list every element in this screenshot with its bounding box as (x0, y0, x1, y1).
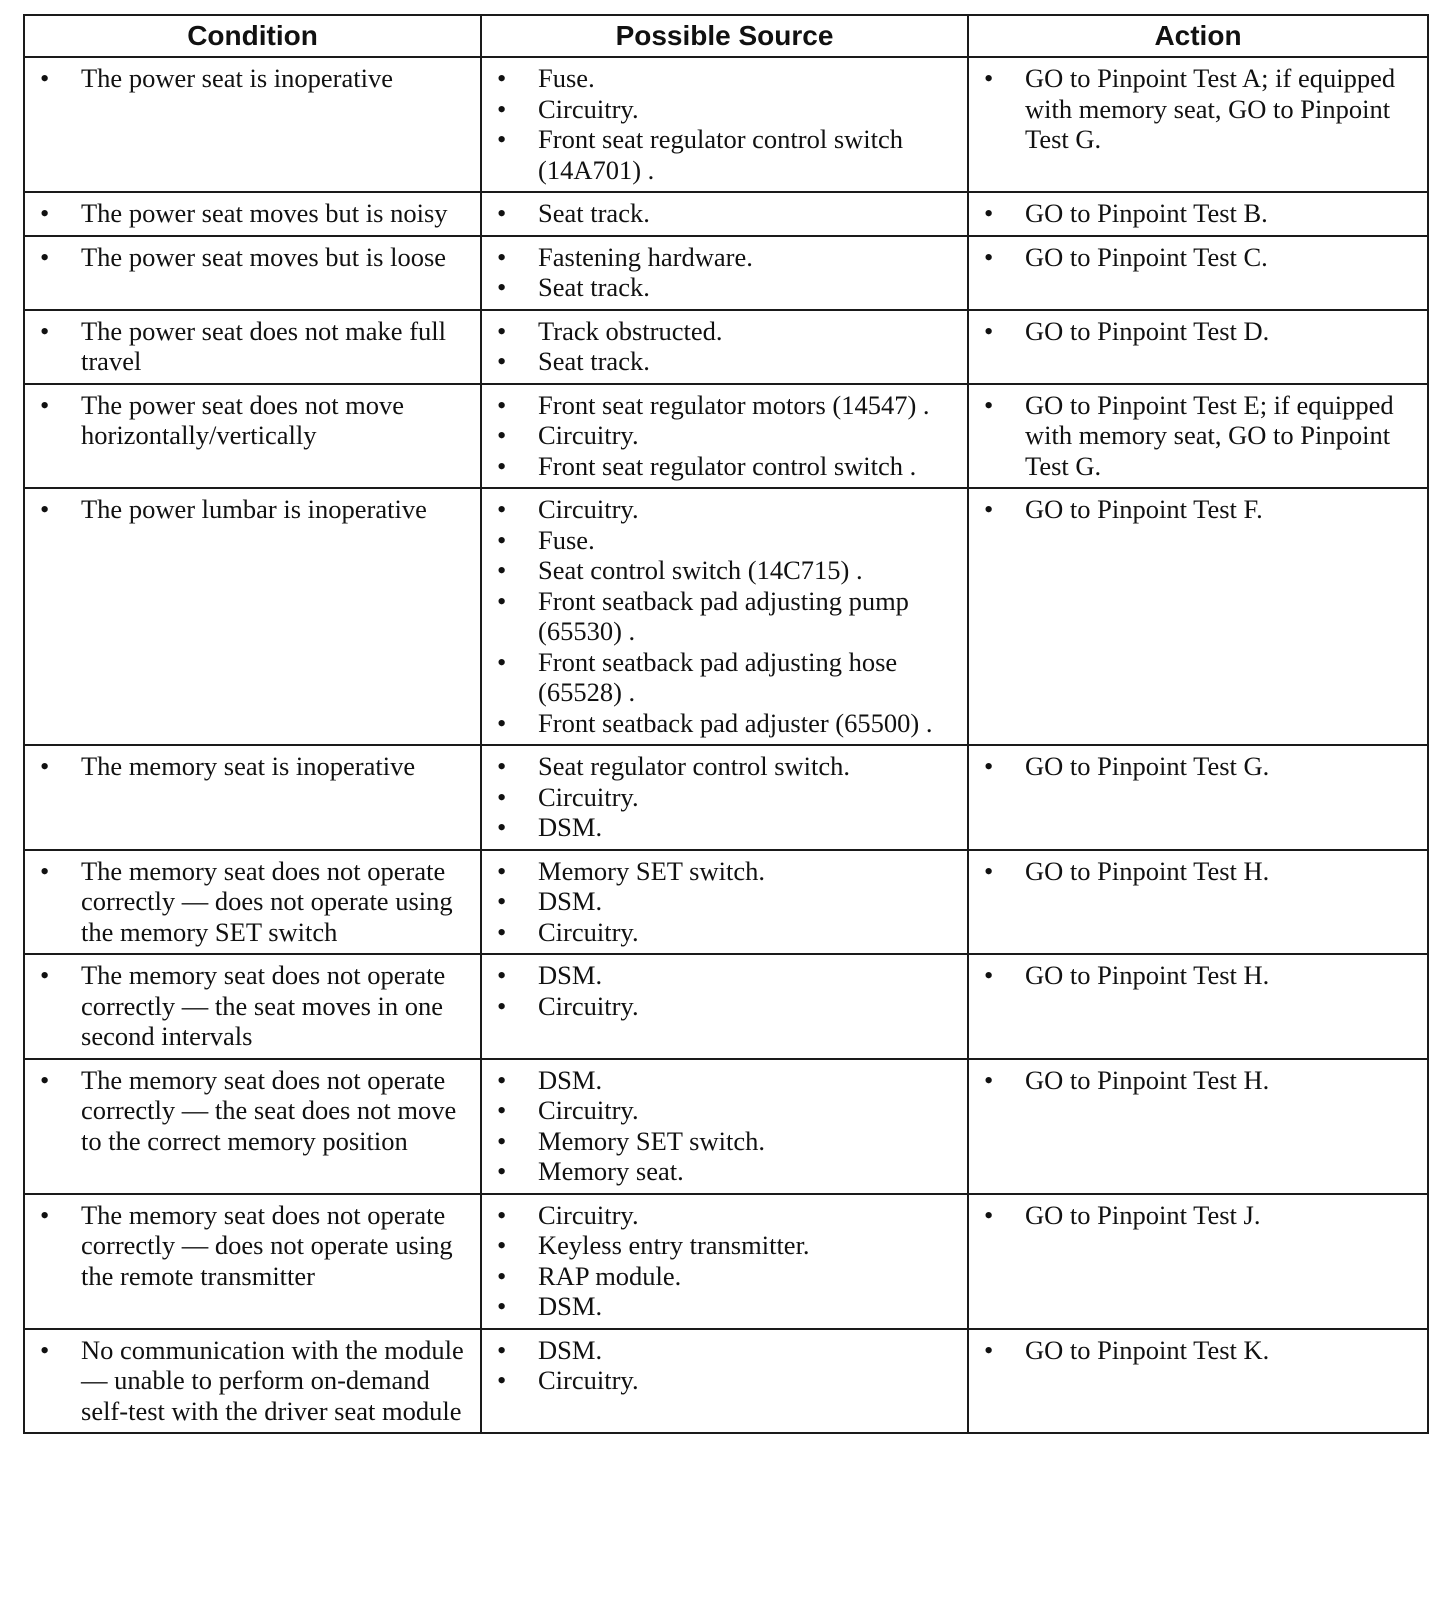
action-cell (968, 1329, 1428, 1434)
source-item: • Circuitry. (492, 494, 955, 525)
action-list (979, 1200, 1415, 1231)
possible-source-cell (481, 384, 968, 489)
source-list (492, 198, 955, 229)
table-row (24, 310, 1428, 384)
condition-cell (24, 1329, 481, 1434)
source-list (492, 960, 955, 1021)
action-text: • GO to Pinpoint Test H. (979, 1065, 1415, 1096)
condition-list (35, 1200, 468, 1292)
source-item: • Circuitry. (492, 94, 955, 125)
action-cell (968, 236, 1428, 310)
condition-text: • The memory seat does not operate correctly — the seat moves in one second intervals (35, 960, 468, 1052)
source-item: • Fuse. (492, 525, 955, 556)
condition-cell (24, 1194, 481, 1329)
condition-cell (24, 745, 481, 850)
table-row (24, 236, 1428, 310)
condition-list (35, 316, 468, 377)
condition-cell (24, 954, 481, 1059)
table-row (24, 1059, 1428, 1194)
source-item: • Front seat regulator control switch (14A701) . (492, 124, 955, 185)
source-item: • Seat track. (492, 272, 955, 303)
source-list (492, 1200, 955, 1322)
condition-text: • The memory seat does not operate correctly — the seat does not move to the correct memory position (35, 1065, 468, 1157)
table-body (24, 57, 1428, 1433)
action-list (979, 1335, 1415, 1366)
possible-source-cell (481, 488, 968, 745)
source-list (492, 242, 955, 303)
action-text: • GO to Pinpoint Test C. (979, 242, 1415, 273)
source-list (492, 390, 955, 482)
source-list (492, 494, 955, 738)
source-item: • Circuitry. (492, 420, 955, 451)
action-list (979, 198, 1415, 229)
source-item: • Memory SET switch. (492, 856, 955, 887)
source-item: • DSM. (492, 1335, 955, 1366)
action-cell (968, 850, 1428, 955)
action-cell (968, 384, 1428, 489)
action-cell (968, 57, 1428, 192)
source-list (492, 856, 955, 948)
source-item: • Keyless entry transmitter. (492, 1230, 955, 1261)
condition-text: • The power seat does not make full travel (35, 316, 468, 377)
action-text: • GO to Pinpoint Test B. (979, 198, 1415, 229)
source-item: • DSM. (492, 1291, 955, 1322)
condition-cell (24, 310, 481, 384)
condition-cell (24, 850, 481, 955)
source-item: • Fastening hardware. (492, 242, 955, 273)
source-item: • Memory seat. (492, 1156, 955, 1187)
condition-list (35, 390, 468, 451)
source-item: • Seat regulator control switch. (492, 751, 955, 782)
action-text: • GO to Pinpoint Test D. (979, 316, 1415, 347)
action-list (979, 316, 1415, 347)
condition-cell (24, 384, 481, 489)
table-row (24, 488, 1428, 745)
source-item: • Circuitry. (492, 782, 955, 813)
source-item: • Seat track. (492, 198, 955, 229)
table-row (24, 1194, 1428, 1329)
header-condition: Condition (24, 15, 481, 57)
condition-text: • The power seat is inoperative (35, 63, 468, 94)
table-row (24, 57, 1428, 192)
action-cell (968, 745, 1428, 850)
source-item: • Front seat regulator control switch . (492, 451, 955, 482)
condition-text: • The power seat moves but is noisy (35, 198, 468, 229)
source-item: • Circuitry. (492, 917, 955, 948)
source-item: • Fuse. (492, 63, 955, 94)
source-item: • Circuitry. (492, 1200, 955, 1231)
source-item: • Front seatback pad adjuster (65500) . (492, 708, 955, 739)
source-item: • Seat track. (492, 346, 955, 377)
condition-cell (24, 488, 481, 745)
table-row (24, 384, 1428, 489)
header-row (24, 15, 1428, 57)
diagnosis-table (23, 14, 1429, 1434)
possible-source-cell (481, 236, 968, 310)
table-row (24, 850, 1428, 955)
source-item: • Memory SET switch. (492, 1126, 955, 1157)
action-list (979, 494, 1415, 525)
possible-source-cell (481, 57, 968, 192)
source-item: • Front seatback pad adjusting hose (65528) . (492, 647, 955, 708)
condition-text: • The power lumbar is inoperative (35, 494, 468, 525)
possible-source-cell (481, 1059, 968, 1194)
table-header (24, 15, 1428, 57)
possible-source-cell (481, 1194, 968, 1329)
condition-list (35, 198, 468, 229)
action-list (979, 960, 1415, 991)
condition-text: • No communication with the module — unable to perform on-demand self-test with the driver seat module (35, 1335, 468, 1427)
action-cell (968, 310, 1428, 384)
action-text: • GO to Pinpoint Test H. (979, 960, 1415, 991)
condition-text: • The power seat does not move horizontally/vertically (35, 390, 468, 451)
action-cell (968, 1194, 1428, 1329)
source-item: • Track obstructed. (492, 316, 955, 347)
possible-source-cell (481, 954, 968, 1059)
action-list (979, 856, 1415, 887)
possible-source-cell (481, 745, 968, 850)
table-row (24, 192, 1428, 236)
condition-list (35, 1065, 468, 1157)
source-item: • Front seat regulator motors (14547) . (492, 390, 955, 421)
condition-cell (24, 192, 481, 236)
source-item: • RAP module. (492, 1261, 955, 1292)
action-cell (968, 192, 1428, 236)
condition-cell (24, 1059, 481, 1194)
action-list (979, 1065, 1415, 1096)
source-item: • DSM. (492, 812, 955, 843)
action-text: • GO to Pinpoint Test E; if equipped with memory seat, GO to Pinpoint Test G. (979, 390, 1415, 482)
source-list (492, 1065, 955, 1187)
condition-text: • The memory seat is inoperative (35, 751, 468, 782)
source-list (492, 63, 955, 185)
source-list (492, 1335, 955, 1396)
action-text: • GO to Pinpoint Test F. (979, 494, 1415, 525)
condition-text: • The power seat moves but is loose (35, 242, 468, 273)
source-item: • Front seatback pad adjusting pump (65530) . (492, 586, 955, 647)
condition-list (35, 751, 468, 782)
action-list (979, 751, 1415, 782)
action-cell (968, 1059, 1428, 1194)
condition-text: • The memory seat does not operate correctly — does not operate using the remote transmitter (35, 1200, 468, 1292)
action-text: • GO to Pinpoint Test K. (979, 1335, 1415, 1366)
source-item: • DSM. (492, 886, 955, 917)
condition-list (35, 1335, 468, 1427)
table-row (24, 745, 1428, 850)
header-action: Action (968, 15, 1428, 57)
source-item: • Circuitry. (492, 1095, 955, 1126)
condition-list (35, 63, 468, 94)
table-row (24, 1329, 1428, 1434)
source-item: • DSM. (492, 1065, 955, 1096)
possible-source-cell (481, 310, 968, 384)
action-list (979, 242, 1415, 273)
source-list (492, 316, 955, 377)
condition-text: • The memory seat does not operate correctly — does not operate using the memory SET switch (35, 856, 468, 948)
action-list (979, 63, 1415, 155)
source-item: • Seat control switch (14C715) . (492, 555, 955, 586)
action-text: • GO to Pinpoint Test G. (979, 751, 1415, 782)
action-text: • GO to Pinpoint Test A; if equipped with memory seat, GO to Pinpoint Test G. (979, 63, 1415, 155)
action-text: • GO to Pinpoint Test H. (979, 856, 1415, 887)
action-cell (968, 488, 1428, 745)
condition-list (35, 856, 468, 948)
source-item: • DSM. (492, 960, 955, 991)
table-row (24, 954, 1428, 1059)
condition-list (35, 960, 468, 1052)
possible-source-cell (481, 1329, 968, 1434)
condition-list (35, 494, 468, 525)
header-possible-source: Possible Source (481, 15, 968, 57)
action-list (979, 390, 1415, 482)
condition-list (35, 242, 468, 273)
condition-cell (24, 57, 481, 192)
action-cell (968, 954, 1428, 1059)
possible-source-cell (481, 192, 968, 236)
source-item: • Circuitry. (492, 1365, 955, 1396)
possible-source-cell (481, 850, 968, 955)
condition-cell (24, 236, 481, 310)
source-list (492, 751, 955, 843)
source-item: • Circuitry. (492, 991, 955, 1022)
action-text: • GO to Pinpoint Test J. (979, 1200, 1415, 1231)
